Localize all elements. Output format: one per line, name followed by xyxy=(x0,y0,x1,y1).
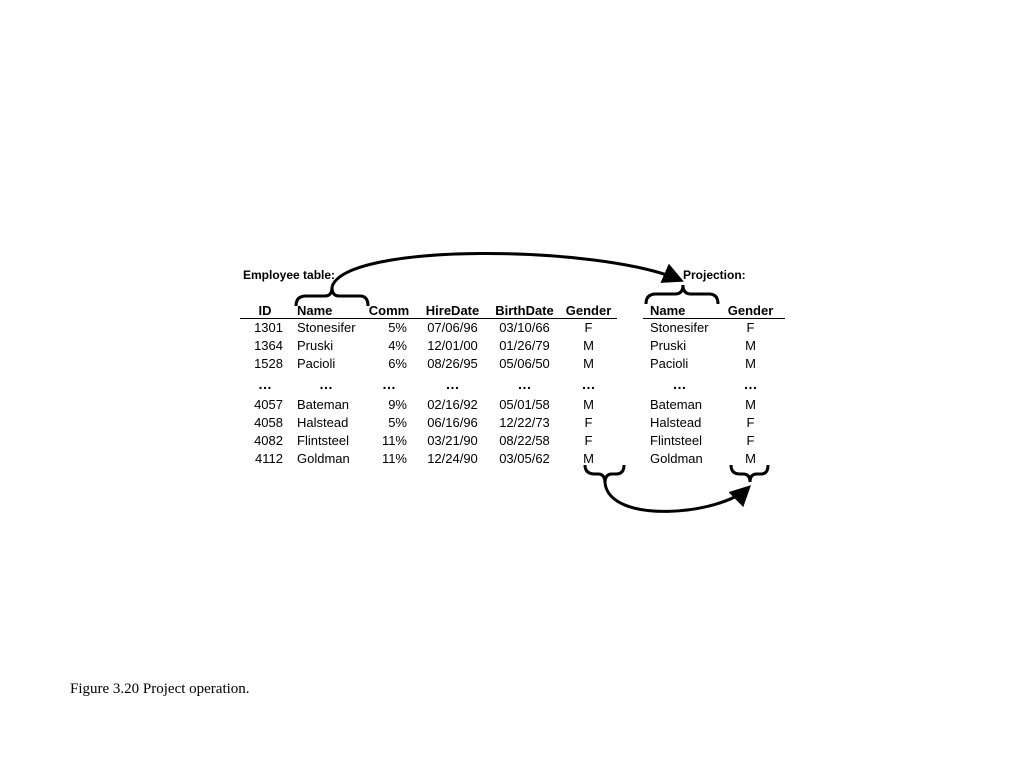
cell-birthdate: 03/05/62 xyxy=(499,451,550,466)
cell-gender: F xyxy=(746,320,755,335)
projection-header-gender: Gender xyxy=(727,303,774,318)
cell-birthdate: 08/22/58 xyxy=(499,433,550,448)
cell-gender: M xyxy=(583,356,594,371)
cell-birthdate: 05/06/50 xyxy=(499,356,550,371)
header-id: ID xyxy=(258,303,272,318)
cell-name: … xyxy=(672,376,687,392)
table-row xyxy=(643,319,785,338)
cell-comm: 5% xyxy=(388,320,407,335)
cell-birthdate: 01/26/79 xyxy=(499,338,550,353)
cell-gender: … xyxy=(743,376,758,392)
cell-name: Stonesifer xyxy=(650,320,709,335)
cell-hiredate: 03/21/90 xyxy=(427,433,478,448)
cell-gender: M xyxy=(745,338,756,353)
table-row xyxy=(240,319,617,338)
cell-name: Halstead xyxy=(297,415,349,430)
table-row xyxy=(240,414,617,432)
cell-id: 4057 xyxy=(254,397,283,412)
cell-hiredate: 12/24/90 xyxy=(427,451,478,466)
table-row xyxy=(240,432,617,450)
cell-gender: M xyxy=(745,356,756,371)
employee-header-row xyxy=(240,300,617,319)
cell-gender: F xyxy=(584,320,593,335)
cell-comm: 11% xyxy=(381,451,407,466)
cell-name: Flintsteel xyxy=(297,433,350,448)
cell-gender: M xyxy=(583,397,594,412)
cell-comm: 6% xyxy=(388,356,407,371)
cell-birthdate: 05/01/58 xyxy=(499,397,550,412)
cell-gender: M xyxy=(583,451,594,466)
projection-label: Projection: xyxy=(683,268,746,282)
cell-name: Halstead xyxy=(650,415,702,430)
cell-comm: 11% xyxy=(381,433,407,448)
table-row xyxy=(643,355,785,373)
cell-gender: M xyxy=(745,397,756,412)
header-comm: Comm xyxy=(368,303,410,318)
table-row xyxy=(643,373,785,396)
header-hiredate: HireDate xyxy=(425,303,480,318)
cell-comm: 9% xyxy=(388,397,407,412)
cell-name: Bateman xyxy=(650,397,703,412)
cell-hiredate: 07/06/96 xyxy=(427,320,478,335)
table-row xyxy=(643,337,785,355)
gender-arrow xyxy=(605,483,748,511)
cell-birthdate: 03/10/66 xyxy=(499,320,550,335)
cell-name: Goldman xyxy=(650,451,703,466)
cell-gender: … xyxy=(581,376,596,392)
cell-name: Goldman xyxy=(297,451,350,466)
cell-id: 1301 xyxy=(254,320,283,335)
cell-comm: 5% xyxy=(388,415,407,430)
cell-hiredate: 02/16/92 xyxy=(427,397,478,412)
name-arrow xyxy=(332,253,680,287)
table-row xyxy=(240,450,617,468)
cell-gender: F xyxy=(746,433,755,448)
cell-name: Flintsteel xyxy=(650,433,703,448)
cell-hiredate: 06/16/96 xyxy=(427,415,478,430)
cell-name: … xyxy=(319,376,333,392)
employee-table-label: Employee table: xyxy=(243,268,336,282)
table-row xyxy=(643,450,785,468)
cell-gender: F xyxy=(746,415,755,430)
cell-name: Pruski xyxy=(297,338,334,353)
header-birthdate: BirthDate xyxy=(495,303,554,318)
table-row xyxy=(643,414,785,432)
cell-birthdate: 12/22/73 xyxy=(499,415,550,430)
cell-comm: 4% xyxy=(388,338,407,353)
header-name: Name xyxy=(297,303,333,318)
cell-id: 4082 xyxy=(254,433,283,448)
cell-name: Bateman xyxy=(297,397,350,412)
table-row xyxy=(240,373,617,396)
figure-caption: Figure 3.20 Project operation. xyxy=(70,681,250,697)
cell-gender: M xyxy=(745,451,756,466)
cell-hiredate: 12/01/00 xyxy=(427,338,478,353)
projection-table xyxy=(643,300,785,468)
cell-name: Pruski xyxy=(650,338,687,353)
cell-name: Stonesifer xyxy=(297,320,356,335)
cell-id: 4112 xyxy=(255,451,283,466)
table-row xyxy=(643,396,785,414)
table-row xyxy=(643,432,785,450)
cell-id: 4058 xyxy=(254,415,283,430)
cell-id: 1364 xyxy=(254,338,283,353)
cell-gender: F xyxy=(584,433,593,448)
table-row xyxy=(240,337,617,355)
cell-gender: M xyxy=(583,338,594,353)
cell-birthdate: … xyxy=(517,376,532,392)
cell-id: … xyxy=(258,376,272,392)
cell-comm: … xyxy=(382,376,396,392)
projection-header-row xyxy=(643,300,785,319)
cell-name: Pacioli xyxy=(297,356,336,371)
employee-table xyxy=(240,300,617,468)
cell-hiredate: 08/26/95 xyxy=(427,356,478,371)
projection-header-name: Name xyxy=(650,303,686,318)
cell-name: Pacioli xyxy=(650,356,689,371)
cell-id: 1528 xyxy=(254,356,283,371)
table-row xyxy=(240,396,617,414)
header-gender: Gender xyxy=(565,303,612,318)
cell-hiredate: … xyxy=(445,376,460,392)
table-row xyxy=(240,355,617,373)
cell-gender: F xyxy=(584,415,593,430)
